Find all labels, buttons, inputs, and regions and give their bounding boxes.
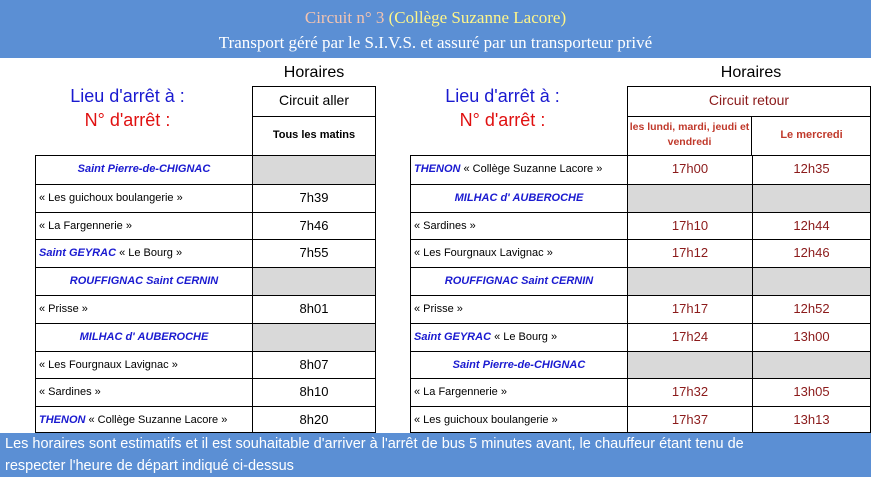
- time-cell: 17h00: [627, 156, 752, 184]
- right-stop-label: Lieu d'arrêt à :: [445, 86, 560, 106]
- table-row: [36, 406, 375, 434]
- time-cell: 8h07: [252, 352, 375, 379]
- left-stop-label: Lieu d'arrêt à :: [70, 86, 185, 106]
- left-circuit-label: Circuit aller: [278, 92, 349, 108]
- time-cell: 17h37: [627, 407, 752, 434]
- right-circuit-label: Circuit retour: [708, 92, 790, 108]
- time-cell: 8h01: [252, 296, 375, 323]
- right-horaires-heading: Horaires: [720, 64, 782, 81]
- stop-label: « Collège Suzanne Lacore »: [88, 414, 228, 427]
- stop-label: « Le Bourg »: [494, 330, 558, 343]
- time-cell: [627, 268, 752, 295]
- table-row: [36, 184, 375, 212]
- time-cell: 7h46: [252, 213, 375, 240]
- table-row: [411, 406, 870, 434]
- time-cell: [752, 268, 870, 295]
- circuit-number: Circuit n° 3: [304, 8, 385, 27]
- right-col1-label: les lundi, mardi, jeudi et vendredi: [629, 121, 750, 148]
- time-cell: 7h55: [252, 240, 375, 267]
- table-row: [411, 351, 870, 379]
- table-row: [36, 378, 375, 406]
- stop-place: Saint GEYRAC: [39, 247, 120, 260]
- stop-name: [414, 156, 602, 183]
- transport-subtitle: Transport géré par le S.I.V.S. et assuré par un transporteur privé: [218, 33, 653, 52]
- table-row: [411, 295, 870, 323]
- stop-place: THENON: [39, 414, 89, 427]
- time-cell: 17h12: [627, 240, 752, 267]
- left-stop-number-label: N° d'arrêt :: [84, 110, 171, 130]
- right-schedule-table: [410, 155, 871, 433]
- stop-label: « Le Bourg »: [119, 247, 183, 260]
- stop-name: [414, 324, 557, 351]
- time-cell: 17h10: [627, 213, 752, 240]
- table-row: [411, 267, 870, 295]
- time-cell: 12h46: [752, 240, 870, 267]
- stop-name: « Les guichoux boulangerie »: [39, 191, 183, 204]
- stop-name: « Prisse »: [39, 303, 88, 315]
- stop-name: [39, 407, 227, 434]
- table-row: [36, 239, 375, 267]
- table-row: [411, 212, 870, 240]
- time-cell: [627, 185, 752, 212]
- stop-name: « La Fargennerie »: [414, 386, 507, 399]
- stop-name: Saint Pierre-de-CHIGNAC: [452, 358, 586, 371]
- circuit-title: [0, 8, 871, 28]
- stop-name: « La Fargennerie »: [39, 219, 132, 232]
- right-col2-label: Le mercredi: [780, 129, 843, 141]
- stop-name: ROUFFIGNAC Saint CERNIN: [444, 275, 594, 288]
- footer-line-2: respecter l'heure de départ indiqué ci-dessus: [5, 458, 294, 474]
- table-row: [36, 212, 375, 240]
- time-cell: [252, 324, 375, 351]
- stop-name: MILHAC d' AUBEROCHE: [79, 330, 209, 343]
- time-cell: [252, 268, 375, 295]
- stop-name: Saint Pierre-de-CHIGNAC: [77, 163, 211, 175]
- time-cell: 12h35: [752, 156, 870, 184]
- time-cell: 17h24: [627, 324, 752, 351]
- table-row: [411, 239, 870, 267]
- table-row: [411, 323, 870, 351]
- stop-place: Saint GEYRAC: [414, 330, 495, 343]
- stop-name: [39, 240, 182, 267]
- table-row: [36, 267, 375, 295]
- stop-name: « Sardines »: [39, 386, 101, 399]
- time-cell: 7h39: [252, 185, 375, 212]
- table-row: [411, 156, 870, 184]
- college-name: (Collège Suzanne Lacore): [388, 8, 567, 27]
- time-cell: [752, 185, 870, 212]
- left-schedule-table: [35, 155, 376, 433]
- time-cell: 13h05: [752, 379, 870, 406]
- footer-line-1: Les horaires sont estimatifs et il est souhaitable d'arriver à l'arrêt de bus 5 minutes avant, le chauffeur étant tenu de: [5, 436, 744, 452]
- left-column-label: Tous les matins: [272, 129, 356, 141]
- right-stop-number-label: N° d'arrêt :: [459, 110, 546, 130]
- time-cell: 13h00: [752, 324, 870, 351]
- time-cell: [252, 156, 375, 184]
- table-row: [411, 184, 870, 212]
- table-row: [36, 295, 375, 323]
- stop-name: « Sardines »: [414, 219, 476, 232]
- stop-name: « Les guichoux boulangerie »: [414, 414, 558, 427]
- footer-note: [0, 433, 871, 477]
- table-row: [36, 156, 375, 184]
- time-cell: 8h10: [252, 379, 375, 406]
- time-cell: 12h52: [752, 296, 870, 323]
- table-row: [36, 351, 375, 379]
- stop-name: « Les Fourgnaux Lavignac »: [39, 358, 178, 371]
- stop-name: ROUFFIGNAC Saint CERNIN: [69, 275, 219, 288]
- stop-name: « Les Fourgnaux Lavignac »: [414, 247, 553, 260]
- time-cell: [627, 352, 752, 379]
- header-banner: [0, 0, 871, 58]
- stop-name: « Prisse »: [414, 303, 463, 315]
- time-cell: 17h17: [627, 296, 752, 323]
- stop-label: « Collège Suzanne Lacore »: [463, 163, 603, 175]
- time-cell: 13h13: [752, 407, 870, 434]
- left-horaires-heading: Horaires: [283, 64, 345, 81]
- stop-name: MILHAC d' AUBEROCHE: [454, 191, 584, 204]
- table-row: [36, 323, 375, 351]
- time-cell: 17h32: [627, 379, 752, 406]
- table-row: [411, 378, 870, 406]
- stop-place: THENON: [414, 163, 464, 175]
- time-cell: [752, 352, 870, 379]
- time-cell: 12h44: [752, 213, 870, 240]
- time-cell: 8h20: [252, 407, 375, 434]
